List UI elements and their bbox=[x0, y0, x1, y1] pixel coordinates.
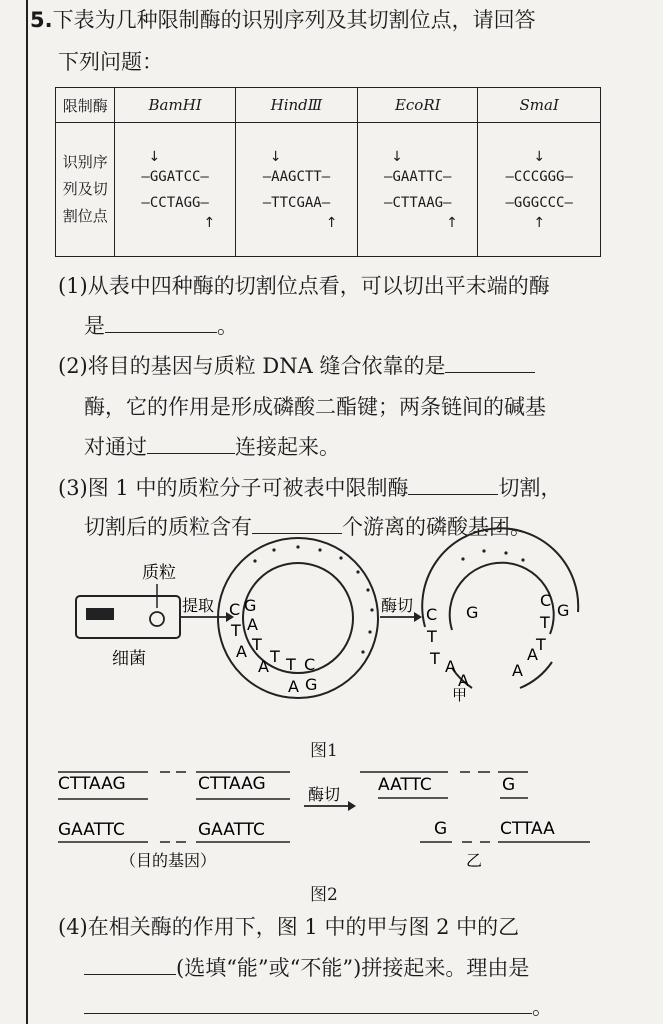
q4-line2: (选填“能”或“不能”)拼接起来。理由是 bbox=[84, 954, 529, 982]
svg-text:A: A bbox=[512, 661, 523, 680]
svg-text:G: G bbox=[434, 819, 448, 839]
svg-text:GAATTC: GAATTC bbox=[198, 820, 265, 840]
q1-line1: (1)从表中四种酶的切割位点看，可以切出平末端的酶 bbox=[58, 274, 550, 298]
sequence-cell: ↓ —GGATCC— —CCTAGG— ↑ bbox=[115, 123, 235, 257]
figure1-caption: 图1 bbox=[310, 741, 338, 761]
svg-text:T: T bbox=[286, 655, 296, 674]
cut-arrow-up: ↑ bbox=[325, 214, 338, 231]
plasmid-sequence-letters bbox=[229, 596, 317, 696]
cut-arrow-down: ↓ bbox=[391, 148, 403, 165]
cut-plasmid-inner bbox=[450, 563, 554, 634]
svg-text:G: G bbox=[305, 675, 318, 694]
svg-text:A: A bbox=[458, 671, 469, 690]
extract-label: 提取 bbox=[182, 596, 215, 615]
enzyme-name: HindⅢ bbox=[235, 88, 357, 123]
svg-text:T: T bbox=[430, 649, 440, 668]
q2-line2: 酶，它的作用是形成磷酸二酯键；两条链间的碱基 bbox=[84, 395, 546, 419]
svg-text:T: T bbox=[252, 635, 262, 654]
svg-text:A: A bbox=[445, 657, 456, 676]
sequence-cell: ↓ —AAGCTT— —TTCGAA— ↑ bbox=[235, 123, 357, 257]
svg-text:GAATTC: GAATTC bbox=[58, 820, 125, 840]
svg-text:T: T bbox=[270, 647, 280, 666]
q1-line2: 是 。 bbox=[84, 314, 238, 338]
sequence-cell: ↓ —CCCGGG— —GGGCCC— ↑ bbox=[478, 123, 601, 257]
fig2-cut-label: 酶切 bbox=[308, 785, 341, 804]
plasmid-in-cell bbox=[150, 612, 164, 626]
bacterial-chromosome bbox=[86, 608, 114, 620]
svg-text:AATTC: AATTC bbox=[378, 775, 432, 795]
question-stem-line2: 下列问题： bbox=[58, 50, 163, 74]
question-stem-line1: 5.下表为几种限制酶的识别序列及其切割位点，请回答 bbox=[30, 8, 536, 32]
svg-text:C: C bbox=[229, 600, 241, 619]
svg-text:G: G bbox=[244, 596, 257, 615]
cut-plasmid-outer bbox=[422, 528, 578, 627]
q3-line2: 切割后的质粒含有 个游离的磷酸基团。 bbox=[84, 515, 531, 539]
svg-text:G: G bbox=[557, 601, 570, 620]
q4-line3: 。 bbox=[84, 993, 553, 1021]
table-row-label: 识别序 列及切 割位点 bbox=[56, 123, 115, 257]
svg-text:A: A bbox=[527, 645, 538, 664]
table-row-header: 限制酶 bbox=[56, 88, 115, 123]
svg-text:T: T bbox=[231, 621, 241, 640]
cut-arrow-up: ↑ bbox=[203, 214, 216, 231]
q2-line1: (2)将目的基因与质粒 DNA 缝合依靠的是 bbox=[58, 352, 535, 380]
q4-line1: (4)在相关酶的作用下，图 1 中的甲与图 2 中的乙 bbox=[58, 915, 520, 939]
svg-text:G: G bbox=[466, 603, 479, 622]
enzyme-name: BamHⅠ bbox=[115, 88, 235, 123]
yi-label: 乙 bbox=[466, 851, 483, 870]
cut-arrow-down: ↓ bbox=[533, 148, 546, 165]
svg-text:A: A bbox=[236, 642, 247, 661]
cut-arrow-up: ↑ bbox=[446, 214, 458, 231]
cut-arrow-up: ↑ bbox=[533, 214, 546, 231]
svg-text:G: G bbox=[502, 775, 516, 795]
svg-text:A: A bbox=[247, 615, 258, 634]
enzyme-name: EcoRⅠ bbox=[358, 88, 478, 123]
svg-text:T: T bbox=[427, 627, 437, 646]
svg-text:CTTAAG: CTTAAG bbox=[198, 774, 266, 794]
cut-label: 酶切 bbox=[381, 596, 414, 615]
svg-text:C: C bbox=[426, 605, 438, 624]
plasmid-label: 质粒 bbox=[142, 563, 176, 583]
svg-text:T: T bbox=[540, 613, 550, 632]
answer-blank[interactable] bbox=[84, 993, 532, 1014]
enzyme-name: SmaⅠ bbox=[478, 88, 601, 123]
svg-text:A: A bbox=[258, 657, 269, 676]
q3-line1: (3)图 1 中的质粒分子可被表中限制酶 切割， bbox=[58, 476, 562, 500]
bacterium-label: 细菌 bbox=[112, 649, 146, 669]
svg-text:T: T bbox=[536, 635, 546, 654]
cut-plasmid-letters bbox=[426, 591, 569, 690]
target-gene-label: （目的基因） bbox=[120, 851, 217, 870]
answer-blank[interactable] bbox=[84, 954, 176, 975]
svg-text:C: C bbox=[304, 655, 316, 674]
q2-line3: 对通过 连接起来。 bbox=[84, 435, 340, 459]
svg-text:CTTAAG: CTTAAG bbox=[58, 774, 126, 794]
cut-arrow-down: ↓ bbox=[269, 148, 282, 165]
svg-text:A: A bbox=[288, 677, 299, 696]
cut-arrow-down: ↓ bbox=[148, 148, 161, 165]
figure2-caption: 图2 bbox=[310, 885, 338, 905]
target-gene-dna bbox=[58, 772, 290, 870]
svg-text:CTTAA: CTTAA bbox=[500, 819, 555, 839]
sequence-cell: ↓ —GAATTC— —CTTAAG— ↑ bbox=[358, 123, 478, 257]
yi-fragments bbox=[360, 772, 590, 870]
svg-text:C: C bbox=[540, 591, 552, 610]
jia-label: 甲 bbox=[452, 686, 468, 704]
question-number: 5. bbox=[30, 8, 53, 32]
